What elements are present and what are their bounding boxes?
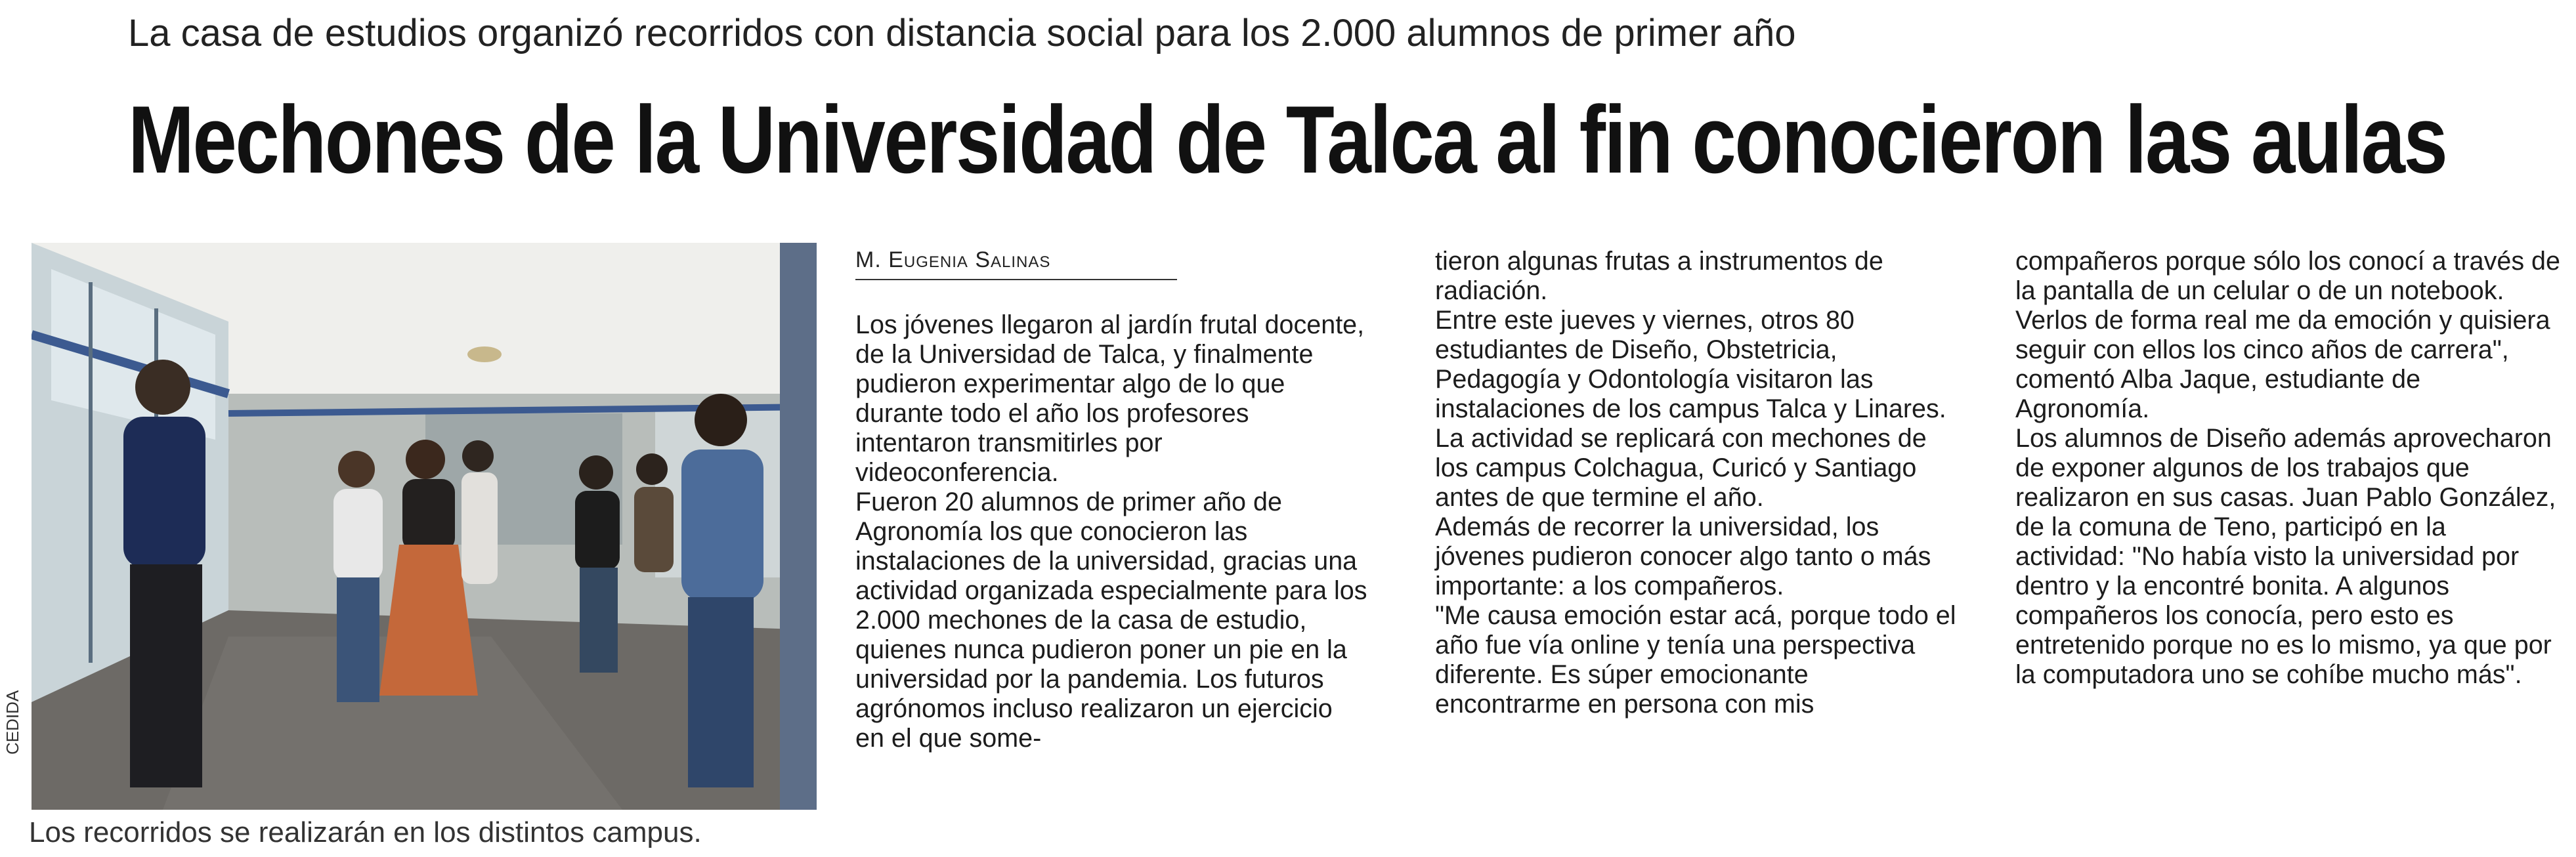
photo-caption: Los recorridos se realizarán en los distintos campus. — [29, 816, 702, 848]
paragraph: compañeros porque sólo los conocí a través de la pantalla de un celular o de un notebook. Verlos de forma real me da emoción y quisiera seguir con ellos los cinco años de carrera", comentó Alba Jaque, estudiante de Agronomía. — [2015, 247, 2560, 423]
paragraph: Entre este jueves y viernes, otros 80 estudiantes de Diseño, Obstetricia, Pedagogía y Odontología visitaron las instalaciones de los campus Talca y Linares. La actividad se replicará con mechones de los campus Colchagua, Curicó y Santiago antes de que termine el año. — [1435, 306, 1946, 512]
paragraph: Los jóvenes llegaron al jardín frutal docente, de la Universidad de Talca, y finalmente pudieron experimentar algo de lo que durante todo el año los profesores intentaron transmitirles por videoconferencia. — [855, 310, 1365, 487]
kicker: La casa de estudios organizó recorridos con distancia social para los 2.000 alumnos de primer año — [128, 12, 1796, 54]
article-photo — [32, 243, 817, 810]
paragraph: Además de recorrer la universidad, los jóvenes pudieron conocer algo tanto o más importante: a los compañeros. — [1435, 512, 1931, 600]
paragraph: "Me causa emoción estar acá, porque todo el año fue vía online y tenía una perspectiva diferente. Es súper emocionante encontrarme en persona con mis — [1435, 601, 1956, 719]
article-column-3 — [2015, 247, 2560, 690]
article-column-2 — [1435, 247, 1960, 719]
paragraph: tieron algunas frutas a instrumentos de radiación. — [1435, 247, 1883, 305]
paragraph: Los alumnos de Diseño además aprovecharon de exponer algunos de los trabajos que realizaron en sus casas. Juan Pablo González, de la comuna de Teno, participó en la actividad: "No había visto la universidad por dentro y la encontré bonita. A algunos compañeros los conocía, pero esto es entretenido porque no es lo mismo, ya que por la computadora uno se cohíbe mucho más". — [2015, 424, 2556, 689]
photo-credit: CEDIDA — [3, 690, 22, 755]
photo-illustration — [32, 243, 817, 810]
article-column-1 — [855, 245, 1367, 753]
byline: M. Eugenia Salinas — [855, 245, 1177, 280]
headline: Mechones de la Universidad de Talca al fin conocieron las aulas — [128, 86, 2447, 193]
paragraph: Fueron 20 alumnos de primer año de Agronomía los que conocieron las instalaciones de la universidad, gracias una actividad organizada especialmente para los 2.000 mechones de la casa de estudio, quienes nunca pudieron poner un pie en la universidad por la pandemia. Los futuros agrónomos incluso realizaron un ejercicio en el que some- — [855, 488, 1367, 753]
